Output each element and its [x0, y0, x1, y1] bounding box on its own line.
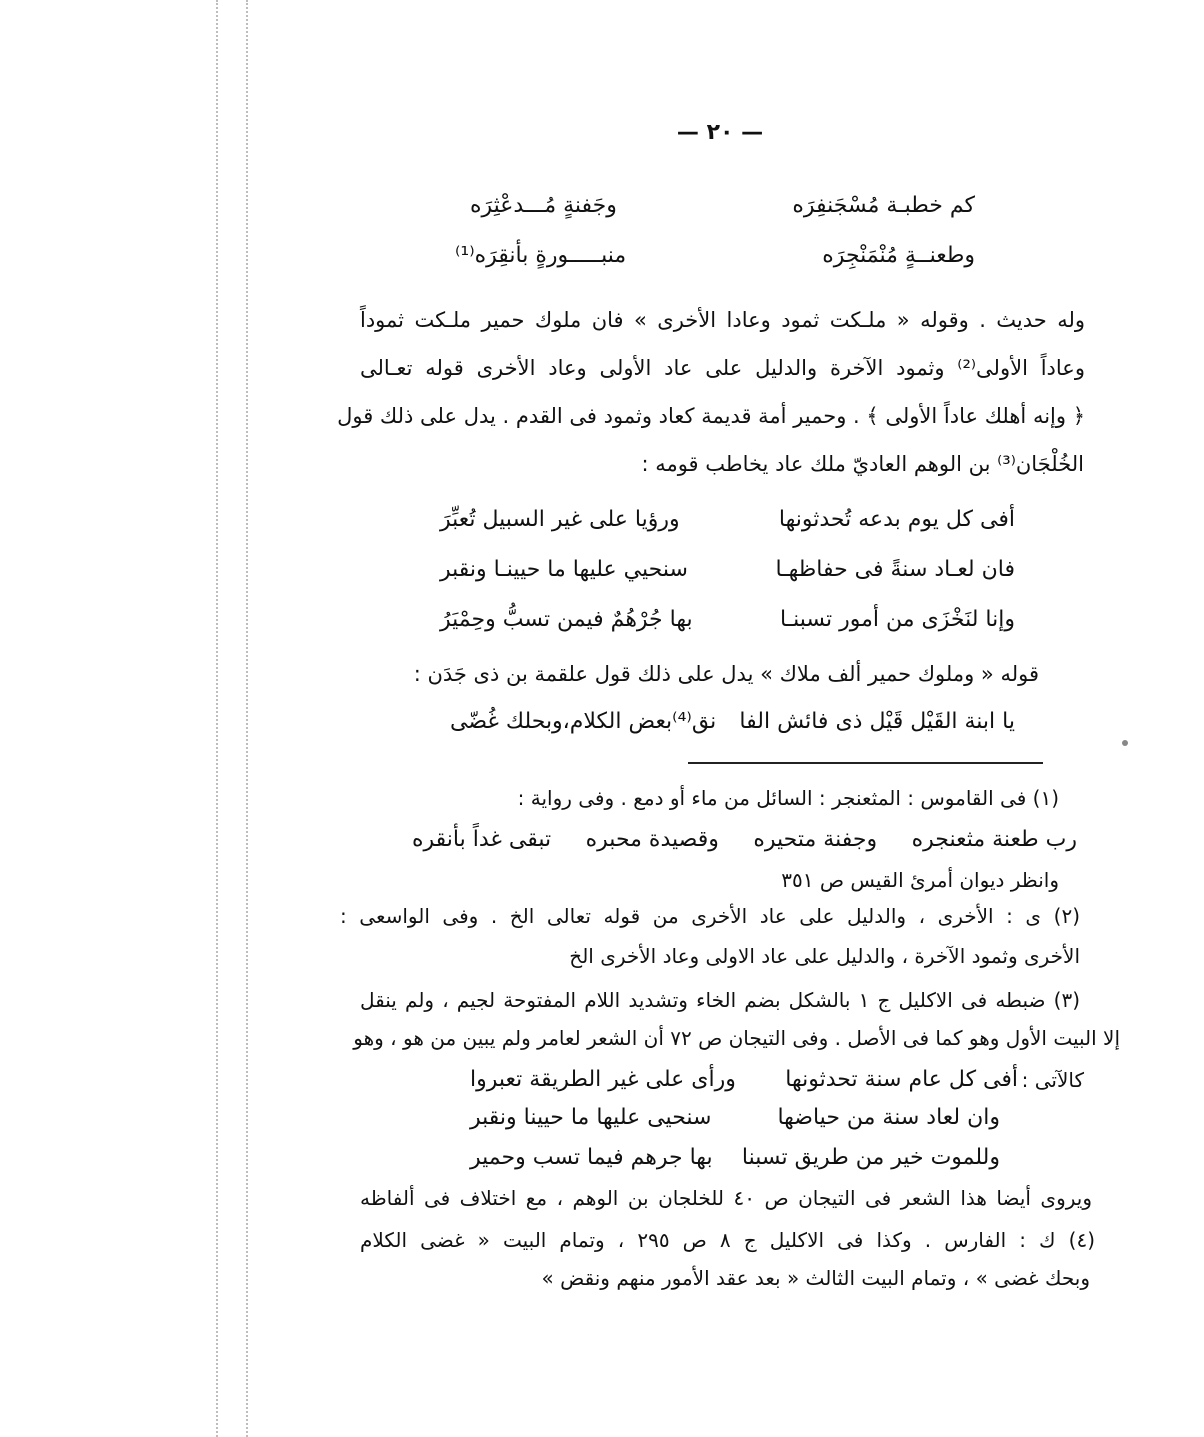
poem-line-2	[440, 552, 1015, 588]
footnote-1-line-3: وانظر ديوان أمرئ القيس ص ٣٥١	[781, 868, 1059, 892]
footnote-4-line-1: (٤) ك : الفارس . وكذا فى الاكليل ج ٨ ص ٢٩٥ ، وتمام البيت « غضى الكلام	[360, 1228, 1095, 1252]
footnote-3-line-2: إلا البيت الأول وهو كما فى الأصل . وفى التيجان ص ٧٢ أن الشعر لعامر ولم يبين من هو ، وهو	[353, 1026, 1120, 1050]
footnote-verse-part: تبقى غداً بأنقره	[412, 827, 552, 852]
verse-second-hemistich: وجَفنةٍ مُـــدعْثِرَه	[470, 193, 617, 218]
left-margin-dotted-line-2	[246, 0, 248, 1437]
body-line-1: وله حديث . وقوله « ملـكت ثمود وعادا الأخرى » فان ملوك حمير ملـكت ثموداً	[360, 308, 1085, 332]
last-verse	[450, 704, 1015, 740]
poem-second-hemistich: سنحيي عليها ما حيينـا ونقبر	[440, 557, 688, 582]
left-margin-dotted-line	[216, 0, 218, 1437]
footnote-verse-part: وجفنة متحيره	[753, 827, 878, 852]
top-verse-line-2	[455, 238, 975, 274]
footnote-verse-part: بها جرهم فيما تسب وحمير	[470, 1145, 713, 1170]
footnote-3-verse-3	[470, 1140, 1000, 1176]
footnote-verse-part: رب طعنة مثعنجره	[911, 827, 1077, 852]
body-line-4: الخُلْجَان⁽³⁾ بن الوهم العاديّ ملك عاد يخاطب قومه :	[641, 452, 1084, 476]
poem-first-hemistich: أفى كل يوم بدعه تُحدثونها	[778, 507, 1015, 532]
footnote-verse-part: وقصيدة محبره	[585, 827, 719, 852]
footnote-3-verse-1	[470, 1062, 1018, 1098]
footnote-2-line-2: الأخرى وثمود الآخرة ، والدليل على عاد الاولى وعاد الأخرى الخ	[569, 944, 1080, 968]
poem-first-hemistich: وإنا لنَخْزَى من أمور تسبنـا	[779, 607, 1015, 632]
poem-second-hemistich: بها جُرْهُمٌ فيمن تسبُّ وحِمْيَرُ	[440, 607, 693, 632]
footnote-verse-part: سنحيى عليها ما حيينا ونقبر	[470, 1105, 712, 1130]
body-line-2: وعاداً الأولى⁽²⁾ وثمود الآخرة والدليل على عاد الأولى وعاد الأخرى قوله تعـالى	[360, 356, 1085, 380]
page-number: — ٢٠ —	[676, 120, 764, 145]
footnote-1-verse	[412, 822, 1077, 858]
footnote-2-line-1: (٢) ى : الأخرى ، والدليل على عاد الأخرى من قوله تعالى الخ . وفى الواسعى :	[340, 904, 1080, 928]
body-line-5: قوله « وملوك حمير ألف ملاك » يدل على ذلك قول علقمة بن ذى جَدَن :	[413, 662, 1039, 686]
margin-mark	[1122, 740, 1128, 746]
poem-line-1	[440, 502, 1015, 538]
verse-second-hemistich: نق⁽⁴⁾بعض الكلام،وبحلك غُضّى	[450, 709, 717, 734]
footnote-verse-part: ورأى على غير الطريقة تعبروا	[470, 1067, 736, 1092]
body-line-3: ﴿ وإنه أهلك عاداً الأولى ﴾ . وحمير أمة قديمة كعاد وثمود فى القدم . يدل على ذلك قول	[337, 404, 1085, 428]
footnote-verse-part: وللموت خير من طريق تسبنا	[741, 1145, 1000, 1170]
verse-second-hemistich: منبـــــورةٍ بأنقِرَه⁽¹⁾	[455, 243, 627, 268]
footnote-verse-part: وان لعاد سنة من حياضها	[777, 1105, 1000, 1130]
footnote-1-line-1: (١) فى القاموس : المثعنجر : السائل من ماء أو دمع . وفى رواية :	[517, 786, 1059, 810]
footnote-3-line-1: (٣) ضبطه فى الاكليل ج ١ بالشكل بضم الخاء وتشديد اللام المفتوحة لجيم ، ولم ينقل	[360, 988, 1080, 1012]
footnote-4-line-2: وبحك غضى » ، وتمام البيت الثالث « بعد عقد الأمور منهم ونقض »	[541, 1266, 1090, 1290]
verse-first-hemistich: وطعنــةٍ مُنْمَنْجِرَه	[822, 243, 975, 268]
verse-first-hemistich: كم خطبـة مُسْجَنفِرَه	[792, 193, 975, 218]
top-verse-line-1	[470, 188, 975, 224]
footnote-verse-part: أفى كل عام سنة تحدثونها	[785, 1067, 1018, 1092]
poem-line-3	[440, 602, 1015, 638]
footnote-separator	[688, 762, 1043, 764]
verse-first-hemistich: يا ابنة القَيْل قَيْل ذى فائش الفا	[739, 709, 1015, 734]
poem-second-hemistich: ورؤيا على غير السبيل تُعبِّرَ	[440, 507, 680, 532]
footnote-3-label: كالآتى :	[1021, 1068, 1084, 1092]
footnote-3-verse-2	[470, 1100, 1000, 1136]
footnote-3-line-end: ويروى أيضا هذا الشعر فى التيجان ص ٤٠ للخلجان بن الوهم ، مع اختلاف فى ألفاظه	[360, 1186, 1093, 1210]
poem-first-hemistich: فان لعـاد سنةً فى حفاظهـا	[775, 557, 1015, 582]
